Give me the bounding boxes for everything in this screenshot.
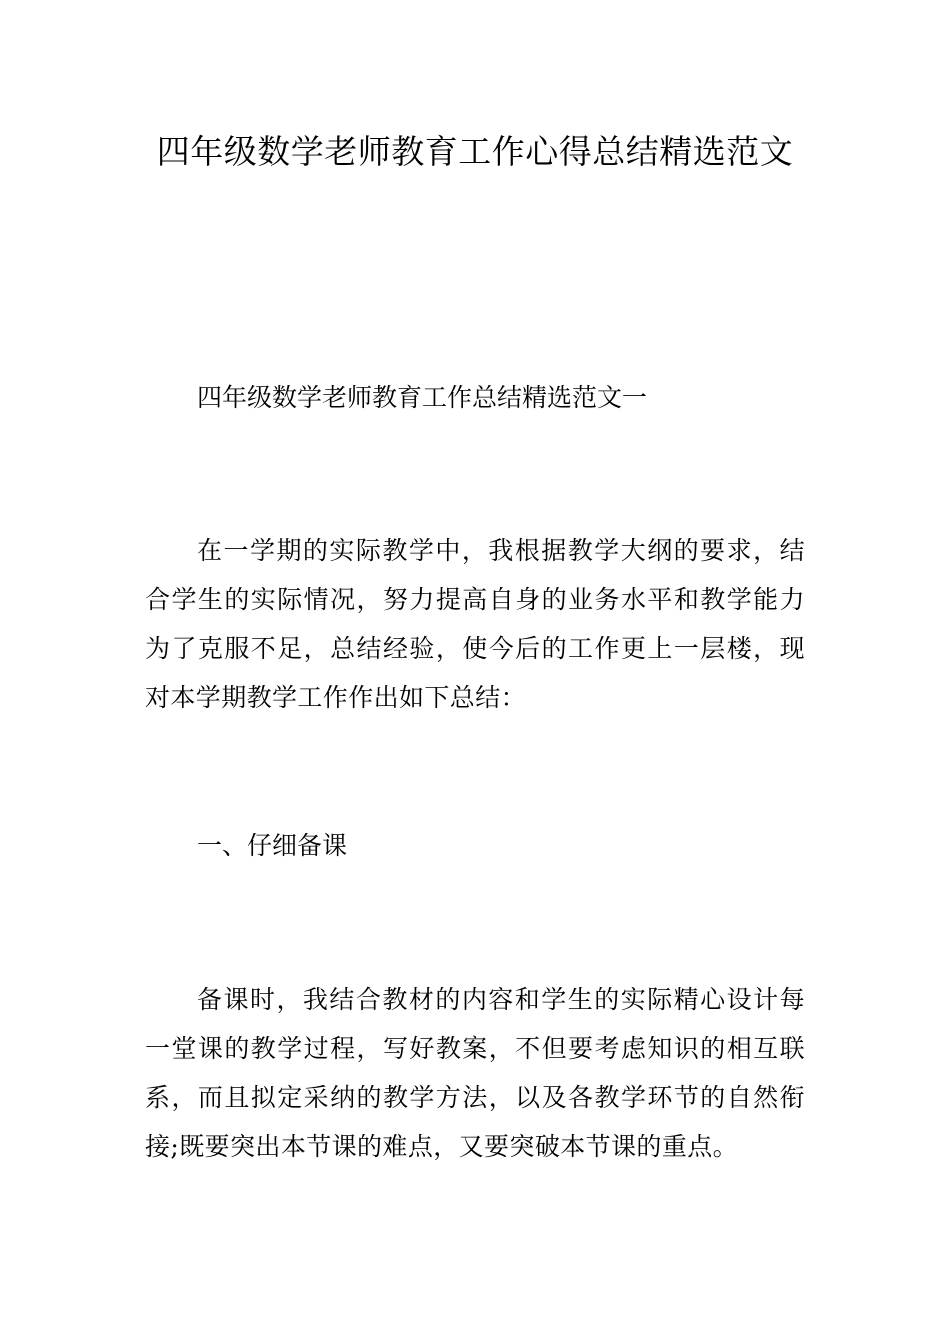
document-title: 四年级数学老师教育工作心得总结精选范文 xyxy=(156,132,794,171)
intro-paragraph: 在一学期的实际教学中，我根据教学大纲的要求，结合学生的实际情况，努力提高自身的业务水平和教学能力为了克服不足，总结经验，使今后的工作更上一层楼，现对本学期教学工作作出如下总结： xyxy=(145,536,805,712)
section-1-paragraph: 备课时，我结合教材的内容和学生的实际精心设计每一堂课的教学过程，写好教案，不但要考虑知识的相互联系，而且拟定采纳的教学方法，以及各教学环节的自然衔接;既要突出本节课的难点，又要突破本节课的重点。 xyxy=(145,985,805,1161)
section-heading-1: 一、仔细备课 xyxy=(197,831,348,860)
document-subtitle: 四年级数学老师教育工作总结精选范文一 xyxy=(197,383,648,412)
